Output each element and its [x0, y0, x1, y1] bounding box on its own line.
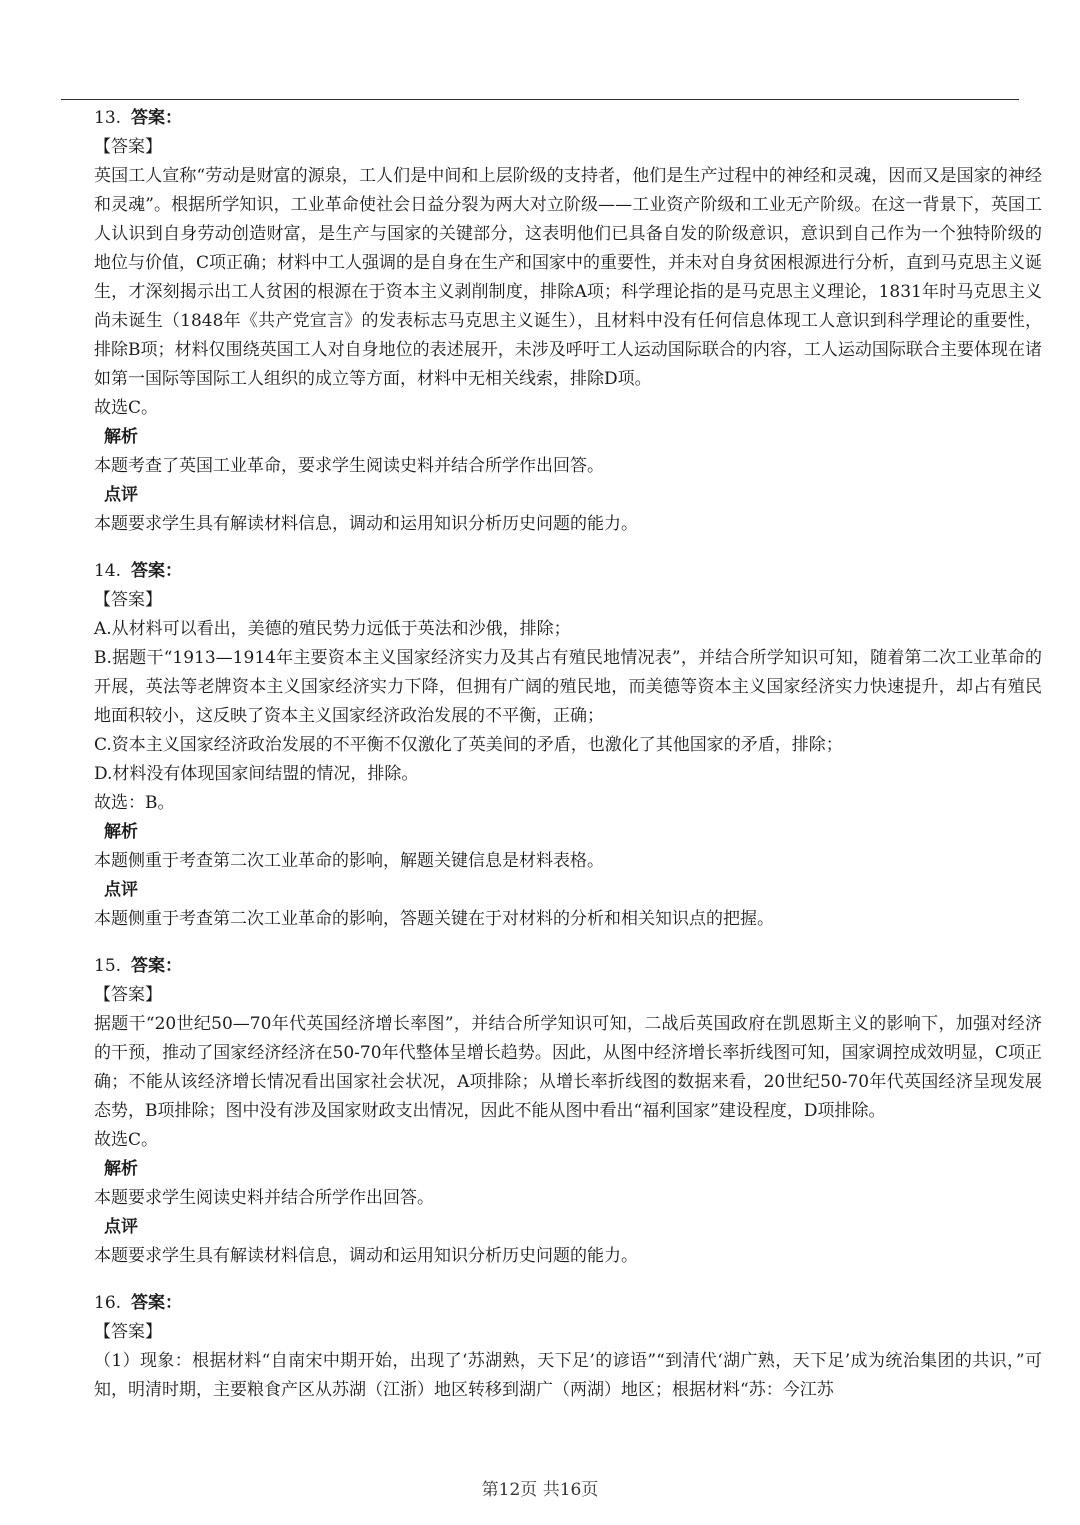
- answer-tag: 【答案】: [94, 985, 162, 1005]
- question-heading: [94, 1289, 1042, 1318]
- answer-title: 答案：: [131, 956, 183, 976]
- answer-title: 答案：: [131, 1293, 183, 1313]
- question-16: [94, 1289, 1042, 1405]
- answer-title: 答案：: [131, 108, 183, 128]
- comment-title: 点评: [104, 485, 138, 505]
- question-number: 14.: [94, 561, 122, 581]
- answer-conclusion: 故选C。: [94, 398, 159, 418]
- question-13: [94, 104, 1042, 539]
- option-d-paragraph: D.材料没有体现国家间结盟的情况，排除。: [94, 764, 419, 784]
- question-14: [94, 557, 1042, 934]
- comment-text: 本题要求学生具有解读材料信息，调动和运用知识分析历史问题的能力。: [94, 514, 638, 534]
- question-heading: [94, 104, 1042, 133]
- option-c-paragraph: C.资本主义国家经济政治发展的不平衡不仅激化了英美间的矛盾，也激化了其他国家的矛盾，排除；: [94, 735, 843, 755]
- analysis-title: 解析: [104, 822, 138, 842]
- answer-tag: 【答案】: [94, 137, 162, 157]
- analysis-text: 本题考查了英国工业革命，要求学生阅读史料并结合所学作出回答。: [94, 456, 604, 476]
- question-15: [94, 952, 1042, 1271]
- analysis-title: 解析: [104, 427, 138, 447]
- header-rule: [61, 99, 1019, 100]
- analysis-title: 解析: [104, 1159, 138, 1179]
- answer-title: 答案：: [131, 561, 183, 581]
- question-heading: [94, 557, 1042, 586]
- question-number: 13.: [94, 108, 122, 128]
- answer-tag: 【答案】: [94, 1322, 162, 1342]
- comment-title: 点评: [104, 880, 138, 900]
- page-footer: [0, 1478, 1080, 1502]
- comment-text: 本题侧重于考查第二次工业革命的影响，答题关键在于对材料的分析和相关知识点的把握。: [94, 909, 774, 929]
- document-body: [94, 104, 1042, 1405]
- page-number: 第12页 共16页: [481, 1480, 599, 1500]
- analysis-text: 本题要求学生阅读史料并结合所学作出回答。: [94, 1188, 434, 1208]
- option-b-paragraph: B.据题干“1913—1914年主要资本主义国家经济实力及其占有殖民地情况表”，并结合所学知识可知，随着第二次工业革命的开展，英法等老牌资本主义国家经济实力下降，但拥有广阔的殖民地，而美德等资本主义国家经济实力快速提升，却占有殖民地面积较小，这反映了资本主义国家经济政治发展的不平衡，正确；: [94, 648, 1042, 726]
- answer-conclusion: 故选：B。: [94, 793, 175, 813]
- question-number: 15.: [94, 956, 122, 976]
- option-a-paragraph: A.从材料可以看出，美德的殖民势力远低于英法和沙俄，排除；: [94, 619, 571, 639]
- answer-tag: 【答案】: [94, 590, 162, 610]
- comment-text: 本题要求学生具有解读材料信息，调动和运用知识分析历史问题的能力。: [94, 1246, 638, 1266]
- question-number: 16.: [94, 1293, 122, 1313]
- answer-conclusion: 故选C。: [94, 1130, 159, 1150]
- answer-paragraph: 据题干“20世纪50—70年代英国经济增长率图”，并结合所学知识可知，二战后英国政府在凯恩斯主义的影响下，加强对经济的干预，推动了国家经济经济在50-70年代整体呈增长趋势。因此，从图中经济增长率折线图可知，国家调控成效明显，C项正确；不能从该经济增长情况看出国家社会状况，A项排除；从增长率折线图的数据来看，20世纪50-70年代英国经济呈现发展态势，B项排除；图中没有涉及国家财政支出情况，因此不能从图中看出“福利国家”建设程度，D项排除。: [94, 1014, 1042, 1121]
- comment-title: 点评: [104, 1217, 138, 1237]
- answer-paragraph: （1）现象：根据材料“自南宋中期开始，出现了‘苏湖熟，天下足’的谚语”“到清代‘湖广熟，天下足’成为统治集团的共识，”可知，明清时期，主要粮食产区从苏湖（江浙）地区转移到湖广（两湖）地区；根据材料“苏：今江苏: [94, 1351, 1042, 1400]
- answer-paragraph: 英国工人宣称“劳动是财富的源泉，工人们是中间和上层阶级的支持者，他们是生产过程中的神经和灵魂，因而又是国家的神经和灵魂”。根据所学知识，工业革命使社会日益分裂为两大对立阶级——工业资产阶级和工业无产阶级。在这一背景下，英国工人认识到自身劳动创造财富，是生产与国家的关键部分，这表明他们已具备自发的阶级意识，意识到自己作为一个独特阶级的地位与价值，C项正确；材料中工人强调的是自身在生产和国家中的重要性，并未对自身贫困根源进行分析，直到马克思主义诞生，才深刻揭示出工人贫困的根源在于资本主义剥削制度，排除A项；科学理论指的是马克思主义理论，1831年时马克思主义尚未诞生（1848年《共产党宣言》的发表标志马克思主义诞生），且材料中没有任何信息体现工人意识到科学理论的重要性，排除B项；材料仅围绕英国工人对自身地位的表述展开，未涉及呼吁工人运动国际联合的内容，工人运动国际联合主要体现在诸如第一国际等国际工人组织的成立等方面，材料中无相关线索，排除D项。: [94, 166, 1043, 389]
- question-heading: [94, 952, 1042, 981]
- analysis-text: 本题侧重于考查第二次工业革命的影响，解题关键信息是材料表格。: [94, 851, 604, 871]
